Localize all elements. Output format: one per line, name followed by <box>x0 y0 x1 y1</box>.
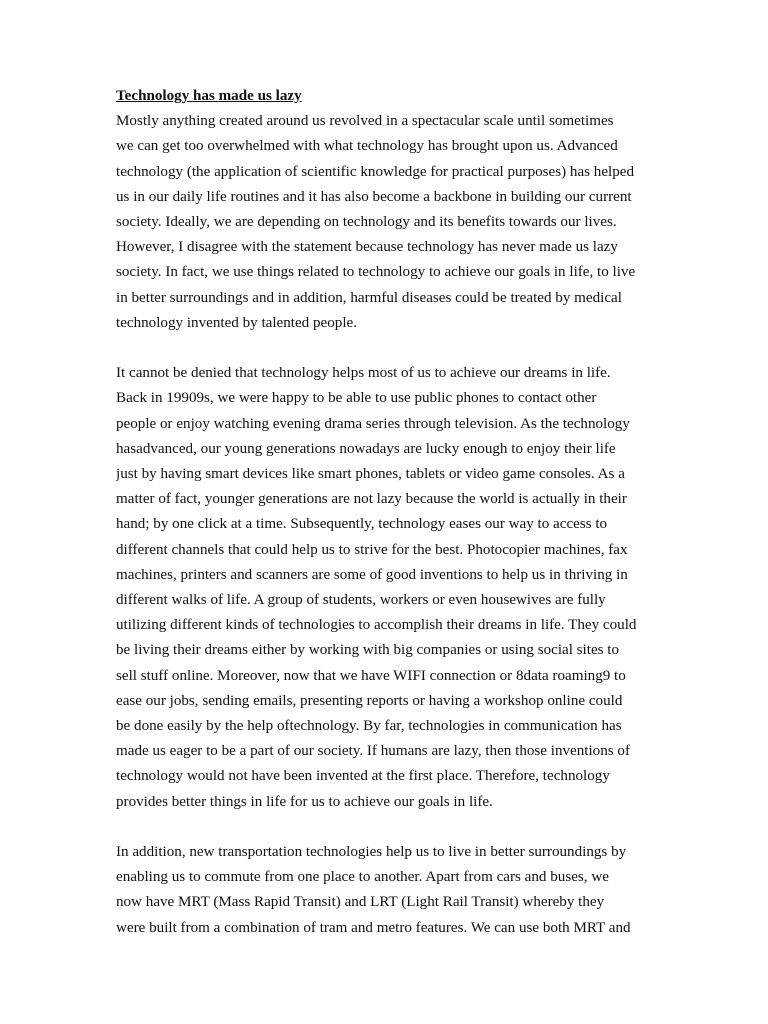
text-line: provides better things in life for us to achieve our goals in life. <box>116 793 493 810</box>
paragraph-gap <box>116 336 654 361</box>
text-line: were built from a combination of tram and metro features. We can use both MRT and <box>116 919 631 936</box>
paragraph-1 <box>116 109 654 336</box>
text-line: In addition, new transportation technologies help us to live in better surroundings by <box>116 844 627 861</box>
text-line: be done easily by the help oftechnology. By far, technologies in communication has <box>116 718 622 735</box>
text-line: technology would not have been invented at the first place. Therefore, technology <box>116 768 610 785</box>
text-line: just by having smart devices like smart phones, tablets or video game consoles. As a <box>116 466 625 483</box>
text-line: in better surroundings and in addition, harmful diseases could be treated by medical <box>116 289 622 306</box>
text-line: hasadvanced, our young generations nowadays are lucky enough to enjoy their life <box>116 440 616 457</box>
text-line: now have MRT (Mass Rapid Transit) and LRT (Light Rail Transit) whereby they <box>116 894 605 911</box>
text-line: enabling us to commute from one place to another. Apart from cars and buses, we <box>116 869 609 886</box>
text-line: society. Ideally, we are depending on technology and its benefits towards our lives. <box>116 214 617 231</box>
text-line: hand; by one click at a time. Subsequently, technology eases our way to access to <box>116 516 608 533</box>
text-line: Mostly anything created around us revolved in a spectacular scale until sometimes <box>116 113 614 130</box>
text-line: made us eager to be a part of our society. If humans are lazy, then those inventions of <box>116 743 630 760</box>
text-line: different channels that could help us to strive for the best. Photocopier machines, fax <box>116 541 628 558</box>
text-line: us in our daily life routines and it has also become a backbone in building our current <box>116 188 632 205</box>
text-line: we can get too overwhelmed with what technology has brought upon us. Advanced <box>116 138 618 155</box>
document-body <box>116 84 654 941</box>
text-line: people or enjoy watching evening drama series through television. As the technology <box>116 415 630 432</box>
paragraph-3 <box>116 840 654 941</box>
text-line: Back in 19909s, we were happy to be able to use public phones to contact other <box>116 390 597 407</box>
text-line: However, I disagree with the statement because technology has never made us lazy <box>116 239 618 256</box>
text-line: be living their dreams either by working with big companies or using social sites to <box>116 642 620 659</box>
text-line: society. In fact, we use things related to technology to achieve our goals in life, to live <box>116 264 636 281</box>
text-line: different walks of life. A group of students, workers or even housewives are fully <box>116 592 606 609</box>
text-line: sell stuff online. Moreover, now that we have WIFI connection or 8data roaming9 to <box>116 667 626 684</box>
document-title: Technology has made us lazy <box>116 88 302 104</box>
paragraph-2 <box>116 361 654 815</box>
text-line: utilizing different kinds of technologies to accomplish their dreams in life. They could <box>116 617 637 634</box>
text-line: machines, printers and scanners are some of good inventions to help us in thriving in <box>116 566 628 583</box>
text-line: It cannot be denied that technology helps most of us to achieve our dreams in life. <box>116 365 611 382</box>
paragraph-gap <box>116 815 654 840</box>
text-line: technology invented by talented people. <box>116 314 358 331</box>
text-line: technology (the application of scientific knowledge for practical purposes) has helped <box>116 163 635 180</box>
text-line: ease our jobs, sending emails, presenting reports or having a workshop online could <box>116 692 623 709</box>
text-line: matter of fact, younger generations are not lazy because the world is actually in their <box>116 491 627 508</box>
